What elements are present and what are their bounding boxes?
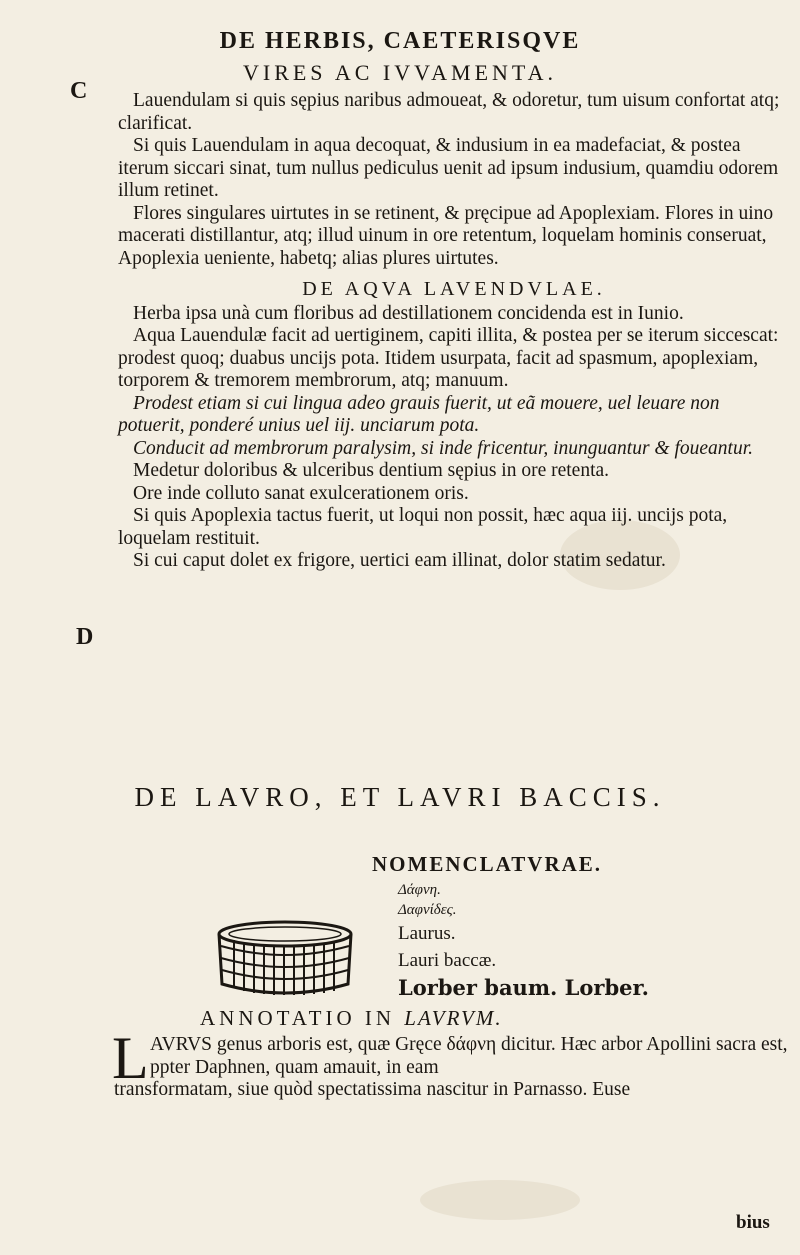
running-subheader: VIRES AC IVVAMENTA. [242, 60, 557, 85]
annotation-heading-text: ANNOTATIO IN [200, 1006, 396, 1030]
paragraph: Prodest etiam si cui lingua adeo grauis fuerit, ut eã mouere, uel leuare non potuerit, ponderé unius uel iij. unciarum pota. [118, 392, 720, 436]
running-header: DE HERBIS, CAETERISQVE [219, 28, 581, 54]
annotation-heading-subject: LAVRVM. [404, 1006, 503, 1030]
paragraph: Medetur doloribus & ulceribus dentium sępius in ore retenta. [133, 460, 610, 481]
nomenclature-heading: NOMENCLATVRAE. [372, 852, 603, 876]
greek-name: Δάφνη. [398, 882, 441, 898]
section-title: DE LAVRO, ET LAVRI BACCIS. [134, 782, 666, 812]
paragraph: Si quis Apoplexia tactus fuerit, ut loqui non possit, hæc aqua iij. uncijs pota, loquelam restituit. [118, 505, 728, 549]
subheading: DE AQVA LAVENDVLAE. [302, 278, 606, 300]
latin-name: Laurus. [398, 923, 456, 944]
paragraph: Ore inde colluto sanat exulcerationem oris. [133, 482, 469, 504]
german-name: Lorber baum. Lorber. [398, 975, 649, 1000]
paragraph: Si quis Lauendulam in aqua decoquat, & indusium in ea madefaciat, & postea iterum siccari sinat, tum nullus pediculus uenit ad ipsum indusium, quamdiu odorem illum retinet. [118, 135, 779, 201]
catchword: bius [736, 1212, 770, 1233]
margin-letter-c: C [70, 78, 88, 104]
paragraph: Si cui caput dolet ex frigore, uertici eam illinat, dolor statim sedatur. [133, 550, 666, 571]
margin-letter-d: D [76, 624, 94, 650]
text-line: AVRVS genus arboris est, quæ Gręce δάφνη dicitur. Hæc arbor Apollini sacra est, ppter Daphnen, quam amauit, in eam [150, 1034, 788, 1078]
paragraph: Conducit ad membrorum paralysim, si inde fricentur, inunguantur & foueantur. [133, 437, 754, 459]
latin-name: Lauri baccæ. [398, 950, 497, 971]
plant-names [398, 880, 649, 1001]
paper-stain [420, 1180, 580, 1220]
basket-woodcut-illustration [214, 918, 356, 1000]
annotation-text [114, 1034, 790, 1102]
paragraph: Herba ipsa unà cum floribus ad destillationem concidenda est in Iunio. [133, 302, 684, 324]
drop-cap: L [112, 1025, 149, 1091]
text-line: transformatam, siue quòd spectatissima nascitur in Parnasso. Euse [114, 1079, 631, 1100]
paragraph: Aqua Lauendulæ facit ad uertiginem, capiti illita, & postea per se iterum siccescat: prodest quoq; duabus uncijs pota. Itidem usurpata, facit ad spasmum, apoplexiam, torporem & tremorem membrorum, atq; manuum. [118, 325, 779, 391]
greek-name: Δαφνίδες. [398, 902, 457, 918]
paragraph: Flores singulares uirtutes in se retinent, & pręcipue ad Apoplexiam. Flores in uino macerati distillantur, atq; illud uinum in ore retentum, loquelam hominis conseruat, Apoplexia ueniente, habetq; alias plures uirtutes. [118, 202, 774, 269]
lavender-text [118, 90, 790, 573]
paragraph: Lauendulam si quis sępius naribus admoueat, & odoretur, tum uisum confortat atq; clarificat. [118, 90, 780, 134]
annotation-heading [200, 1006, 503, 1031]
